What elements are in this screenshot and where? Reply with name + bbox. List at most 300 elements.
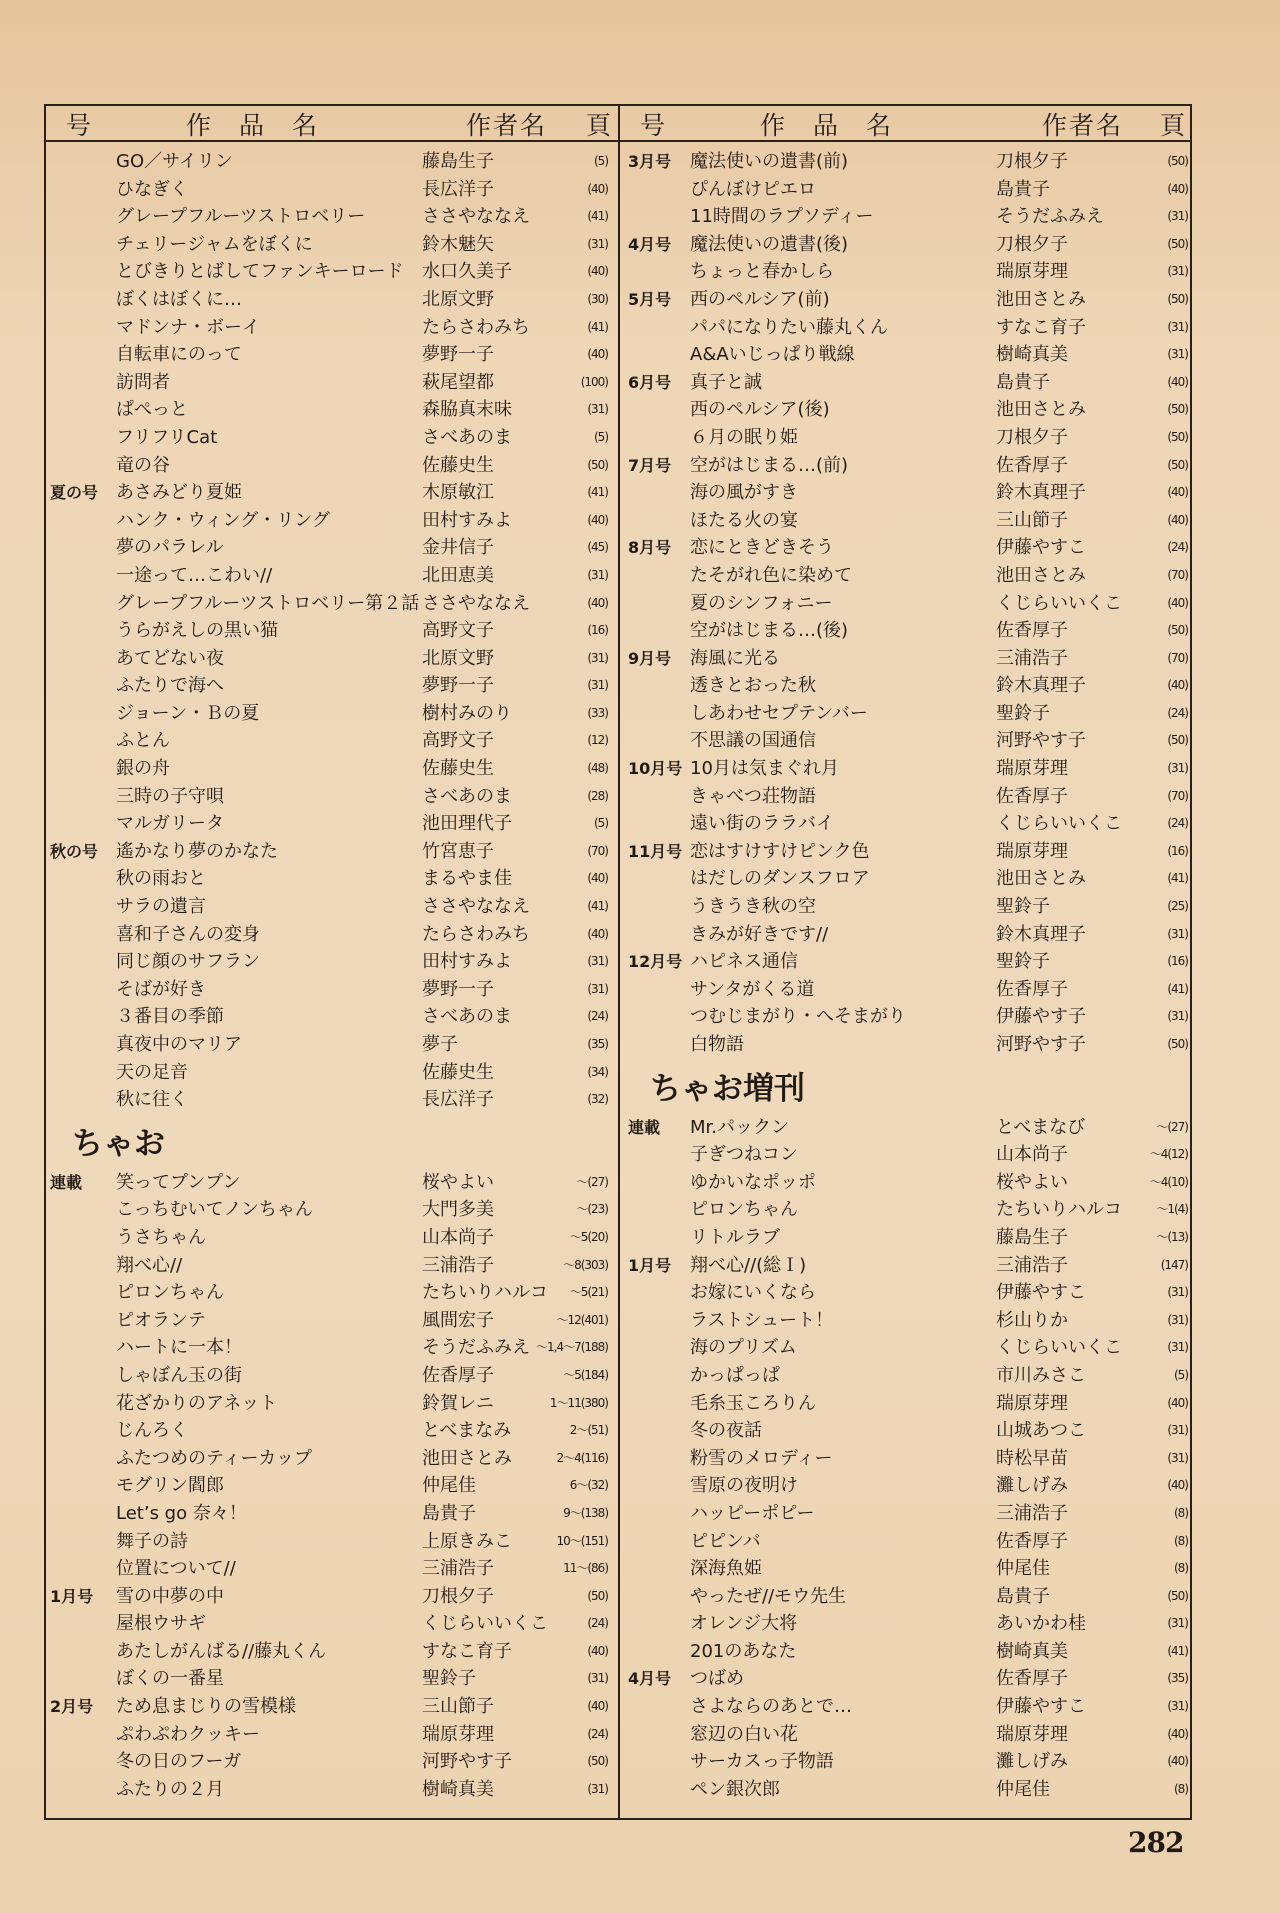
- author-name: たらさわみち: [422, 316, 530, 338]
- page-count: (40): [1167, 1726, 1188, 1741]
- list-item: [50, 838, 610, 866]
- author-name: 佐香厚子: [996, 620, 1068, 642]
- author-name: 刀根夕子: [996, 151, 1068, 172]
- page-count: (40): [1167, 1478, 1188, 1493]
- page-count: (35): [1167, 1671, 1188, 1686]
- author-name: 田村すみよ: [422, 509, 512, 531]
- author-name: 佐香厚子: [996, 1668, 1068, 1690]
- work-title: 真子と誠: [690, 371, 762, 393]
- page-count: (40): [1167, 485, 1188, 500]
- author-name: 長広洋子: [422, 1089, 494, 1111]
- author-name: 三浦浩子: [996, 647, 1068, 669]
- work-title: 雪の中夢の中: [116, 1585, 224, 1607]
- list-item: [50, 617, 610, 645]
- author-name: 佐香厚子: [996, 785, 1068, 807]
- page-count: 〜1(4): [1156, 1202, 1188, 1217]
- work-title: つむじまがり・へそまがり: [690, 1006, 906, 1028]
- author-name: 池田さとみ: [996, 564, 1086, 586]
- list-item: [50, 176, 610, 204]
- page-count: (31): [1167, 1340, 1188, 1355]
- list-item: [50, 1445, 610, 1473]
- author-name: とべまなび: [996, 1116, 1086, 1138]
- page-count: (41): [1167, 1643, 1188, 1658]
- page-count: (41): [587, 319, 608, 334]
- work-title: 深海魚姫: [690, 1558, 762, 1580]
- page-count: (5): [594, 816, 608, 831]
- work-title: 冬の夜話: [690, 1420, 762, 1442]
- list-item: [628, 645, 1188, 673]
- list-item: [50, 783, 610, 811]
- page-count: (8): [1174, 1561, 1188, 1576]
- list-item: [50, 976, 610, 1004]
- author-name: 金井信子: [422, 537, 494, 559]
- work-title: たそがれ色に染めて: [690, 564, 852, 586]
- list-item: [628, 452, 1188, 480]
- work-title: ラストシュート！: [690, 1309, 834, 1331]
- page-count: (16): [1167, 954, 1188, 969]
- author-name: 樹村みのり: [422, 702, 512, 724]
- issue-label: 12月号: [628, 952, 683, 972]
- author-name: ささやななえ: [422, 896, 530, 918]
- work-title: 夏のシンフォニー: [690, 592, 833, 614]
- work-title: ６月の眠り姫: [690, 426, 798, 448]
- list-item: [50, 1721, 610, 1749]
- issue-label: 8月号: [628, 538, 672, 558]
- list-item: [50, 396, 610, 424]
- list-item: [628, 1224, 1188, 1252]
- work-title: グレープフルーツストロベリー第２話: [116, 592, 420, 614]
- list-item: [50, 562, 610, 590]
- author-name: 仲尾佳: [422, 1475, 476, 1497]
- page-count: (31): [1167, 1616, 1188, 1631]
- author-name: 瑞原芽理: [422, 1723, 494, 1745]
- author-name: 三浦浩子: [422, 1558, 494, 1580]
- author-name: さべあのま: [422, 1006, 512, 1028]
- work-title: ふとん: [116, 730, 170, 752]
- author-name: 風間宏子: [422, 1309, 494, 1331]
- list-item: [628, 1307, 1188, 1335]
- author-name: たらさわみち: [422, 923, 530, 945]
- list-item: [50, 1555, 610, 1583]
- list-item: [50, 1748, 610, 1776]
- author-name: 池田さとみ: [996, 868, 1086, 890]
- author-name: 佐藤史生: [422, 1061, 494, 1083]
- page-count: (40): [1167, 181, 1188, 196]
- work-title: 魔法使いの遺書(前): [690, 151, 849, 172]
- work-title: サンタがくる道: [690, 978, 815, 1000]
- author-name: そうだふみえ: [996, 206, 1104, 228]
- work-title: ひなぎく: [116, 178, 188, 200]
- work-title: 銀の舟: [116, 758, 170, 780]
- list-item: [628, 231, 1188, 259]
- page-count: (31): [587, 954, 608, 969]
- work-title: あたしがんばる//藤丸くん: [116, 1640, 327, 1662]
- author-name: 灘しげみ: [996, 1751, 1068, 1773]
- work-title: きみが好きです//: [690, 923, 829, 945]
- work-title: うらがえしの黒い猫: [116, 620, 278, 642]
- work-title: Mr.パックン: [690, 1116, 789, 1138]
- author-name: 池田さとみ: [422, 1447, 512, 1469]
- work-title: ふたりで海へ: [116, 675, 224, 697]
- author-name: 佐香厚子: [996, 1530, 1068, 1552]
- author-name: 池田さとみ: [996, 399, 1086, 421]
- work-title: モグリン閻郎: [116, 1475, 224, 1497]
- page-count: (40): [1167, 374, 1188, 389]
- list-item: [50, 424, 610, 452]
- list-item: [628, 810, 1188, 838]
- page-count: (31): [587, 1671, 608, 1686]
- list-item: [628, 976, 1188, 1004]
- header-issue: 号: [640, 111, 668, 140]
- list-item: [628, 1114, 1188, 1142]
- page-count: (50): [587, 457, 608, 472]
- work-title: 喜和子さんの変身: [116, 923, 260, 945]
- page-count: (40): [587, 181, 608, 196]
- list-item: [50, 810, 610, 838]
- author-name: 三浦浩子: [996, 1254, 1068, 1276]
- list-item: [50, 148, 610, 176]
- author-name: 島貴子: [422, 1502, 476, 1524]
- author-name: 聖鈴子: [996, 896, 1050, 918]
- author-name: 高野文子: [422, 620, 494, 642]
- work-title: ハンク・ウィング・リング: [116, 509, 330, 531]
- author-name: 長広洋子: [422, 178, 494, 200]
- page-count: (24): [1167, 705, 1188, 720]
- work-title: 空がはじまる…(前): [690, 454, 849, 476]
- list-item: [50, 203, 610, 231]
- right-column: [628, 148, 1188, 1803]
- work-title: ちょっと春かしら: [690, 261, 834, 283]
- author-name: くじらいいくこ: [996, 813, 1122, 835]
- author-name: 瑞原芽理: [996, 1723, 1068, 1745]
- page-count: (5): [594, 154, 608, 168]
- list-item: [50, 1362, 610, 1390]
- list-item: [628, 727, 1188, 755]
- page-count: (31): [587, 567, 608, 582]
- author-name: 河野やす子: [996, 1034, 1086, 1055]
- work-title: 10月は気まぐれ月: [690, 758, 839, 780]
- work-title: 不思議の国通信: [690, 730, 816, 752]
- work-title: お嫁にいくなら: [690, 1282, 816, 1304]
- author-name: ささやななえ: [422, 206, 530, 228]
- page-count: (147): [1160, 1257, 1188, 1272]
- work-title: 毛糸玉ころりん: [690, 1392, 816, 1414]
- page-count: (24): [587, 1726, 608, 1741]
- header-author: 作者名: [466, 111, 548, 140]
- page-count: 〜12(401): [556, 1312, 608, 1327]
- list-item: [50, 727, 610, 755]
- list-item: [628, 1390, 1188, 1418]
- work-title: やったぜ//モウ先生: [690, 1585, 847, 1607]
- work-title: フリフリCat: [116, 426, 218, 448]
- list-item: [628, 672, 1188, 700]
- left-column: [50, 148, 610, 1803]
- work-title: ジョーン・Ｂの夏: [116, 702, 260, 724]
- work-title: しゃぼん玉の街: [116, 1364, 242, 1386]
- column-divider: [618, 104, 620, 1820]
- work-title: 花ざかりのアネット: [116, 1392, 278, 1414]
- author-name: 樹崎真美: [996, 344, 1068, 366]
- left-header: [46, 104, 618, 142]
- work-title: 魔法使いの遺書(後): [690, 233, 849, 255]
- page-count: (40): [587, 871, 608, 886]
- page-count: (24): [587, 1009, 608, 1024]
- author-name: 水口久美子: [422, 261, 512, 283]
- page-count: (31): [1167, 1699, 1188, 1714]
- work-title: ため息まじりの雪模様: [116, 1696, 296, 1718]
- page-count: (40): [587, 1643, 608, 1658]
- author-name: 山本尚子: [422, 1226, 494, 1248]
- issue-label: 11月号: [628, 841, 683, 861]
- work-title: 自転車にのって: [116, 344, 242, 366]
- author-name: 夢野一子: [422, 344, 494, 366]
- work-title: じんろく: [116, 1420, 188, 1442]
- author-name: 時松早苗: [996, 1447, 1068, 1469]
- work-title: 訪問者: [116, 371, 170, 393]
- list-item: [628, 1610, 1188, 1638]
- page-count: (31): [587, 650, 608, 665]
- author-name: 森脇真末味: [422, 399, 512, 421]
- page-count: (30): [587, 291, 608, 306]
- author-name: すなこ育子: [996, 316, 1086, 338]
- issue-label: 5月号: [628, 289, 672, 309]
- list-item: [50, 1031, 610, 1059]
- work-title: 位置について//: [116, 1558, 236, 1580]
- header-title: 作品名: [186, 111, 346, 140]
- work-title: 海の風がすき: [690, 482, 798, 504]
- author-name: 池田理代子: [422, 813, 512, 835]
- page-count: (40): [587, 926, 608, 941]
- work-title: ハッピーポピー: [690, 1502, 815, 1524]
- author-name: 鈴賀レニ: [422, 1392, 494, 1414]
- work-title: 舞子の詩: [116, 1530, 188, 1552]
- work-title: 海風に光る: [690, 647, 780, 669]
- list-item: [628, 1003, 1188, 1031]
- author-name: 河野やす子: [996, 730, 1086, 752]
- list-item: [628, 1169, 1188, 1197]
- page-count: (31): [587, 981, 608, 996]
- page-count: (24): [1167, 816, 1188, 831]
- author-name: 木原敏江: [422, 482, 494, 504]
- author-name: 高野文子: [422, 730, 494, 752]
- list-item: [50, 700, 610, 728]
- page-count: (31): [587, 1781, 608, 1796]
- list-item: [628, 286, 1188, 314]
- page-count: (50): [587, 1588, 608, 1603]
- list-item: [628, 1141, 1188, 1169]
- list-item: [50, 865, 610, 893]
- page-count: (40): [1167, 1754, 1188, 1769]
- page-count: 6〜(32): [569, 1478, 608, 1493]
- author-name: 鈴木真理子: [996, 923, 1086, 945]
- work-title: サーカスっ子物語: [690, 1751, 834, 1773]
- author-name: 夢野一子: [422, 978, 494, 1000]
- work-title: ペン銀次郎: [690, 1778, 780, 1800]
- page-count: 10〜(151): [556, 1533, 608, 1548]
- page-count: (31): [1167, 264, 1188, 279]
- author-name: 刀根夕子: [996, 233, 1068, 255]
- author-name: 伊藤やす子: [996, 1006, 1086, 1028]
- list-item: [628, 700, 1188, 728]
- page-count: (31): [587, 236, 608, 251]
- page-count: (50): [1167, 1588, 1188, 1603]
- page-count: (41): [587, 209, 608, 224]
- author-name: 池田さとみ: [996, 288, 1086, 310]
- list-item: [50, 314, 610, 342]
- list-item: [628, 203, 1188, 231]
- author-name: 夢野一子: [422, 675, 494, 697]
- author-name: 佐藤史生: [422, 758, 494, 780]
- issue-label: 6月号: [628, 372, 672, 392]
- page-count: 〜4(12): [1149, 1147, 1188, 1162]
- author-name: 聖鈴子: [996, 951, 1050, 973]
- author-name: くじらいいくこ: [996, 1337, 1122, 1359]
- work-title: つばめ: [690, 1668, 744, 1690]
- work-title: あてどない夜: [116, 647, 224, 669]
- page-count: (40): [587, 595, 608, 610]
- list-item: [628, 783, 1188, 811]
- author-name: 灘しげみ: [996, 1475, 1068, 1497]
- page-count: (40): [1167, 678, 1188, 693]
- work-title: そばが好き: [116, 978, 206, 1000]
- page-count: (40): [587, 512, 608, 527]
- work-title: ゆかいなポッポ: [690, 1171, 816, 1193]
- list-item: [628, 1334, 1188, 1362]
- author-name: ささやななえ: [422, 592, 530, 614]
- author-name: 山本尚子: [996, 1144, 1068, 1166]
- list-item: [50, 1500, 610, 1528]
- page-count: (40): [1167, 595, 1188, 610]
- page-count: (50): [1167, 457, 1188, 472]
- author-name: 三浦浩子: [996, 1502, 1068, 1524]
- list-item: [50, 755, 610, 783]
- list-item: [628, 369, 1188, 397]
- page-count: (50): [587, 1754, 608, 1769]
- issue-label: 4月号: [628, 1669, 672, 1689]
- work-title: ピロンちゃん: [690, 1199, 798, 1221]
- author-name: 三山節子: [996, 509, 1068, 531]
- issue-label: 9月号: [628, 648, 672, 668]
- work-title: 三時の子守唄: [116, 785, 224, 807]
- work-title: サラの遺言: [116, 896, 206, 918]
- work-title: ピピンバ: [690, 1530, 761, 1552]
- section-label: ちゃお: [72, 1125, 165, 1162]
- page-count: 〜(27): [576, 1174, 608, 1189]
- work-title: 遠い街のララバイ: [690, 813, 834, 835]
- list-item: [628, 314, 1188, 342]
- page-count: (16): [587, 623, 608, 638]
- work-title: ぱぺっと: [116, 399, 188, 421]
- page-count: (40): [1167, 1395, 1188, 1410]
- list-item: [628, 948, 1188, 976]
- author-name: 佐香厚子: [996, 454, 1068, 476]
- list-item: [628, 562, 1188, 590]
- list-item: [628, 341, 1188, 369]
- work-title: とびきりとばしてファンキーロード: [116, 261, 404, 283]
- list-item: [628, 838, 1188, 866]
- work-title: あさみどり夏姫: [116, 482, 242, 504]
- page-count: (50): [1167, 623, 1188, 638]
- page-count: (31): [1167, 347, 1188, 362]
- list-item: [50, 1638, 610, 1666]
- issue-label: 2月号: [50, 1697, 94, 1717]
- author-name: 島貴子: [996, 1585, 1050, 1607]
- author-name: 伊藤やすこ: [996, 537, 1086, 559]
- work-title: 201のあなた: [690, 1640, 797, 1662]
- list-item: [50, 341, 610, 369]
- page-count: (31): [1167, 1312, 1188, 1327]
- list-item: [628, 176, 1188, 204]
- page-count: (40): [587, 264, 608, 279]
- list-item: [50, 921, 610, 949]
- issue-label: 1月号: [628, 1255, 672, 1275]
- author-name: 佐香厚子: [996, 978, 1068, 1000]
- page-count: (40): [587, 347, 608, 362]
- header-title: 作品名: [760, 111, 920, 140]
- page-count: (33): [587, 705, 608, 720]
- list-item: [50, 1307, 610, 1335]
- author-name: 瑞原芽理: [996, 261, 1068, 283]
- list-item: [50, 1583, 610, 1611]
- page-count: (31): [587, 402, 608, 417]
- work-title: きゃべつ荘物語: [690, 785, 816, 807]
- issue-label: 10月号: [628, 759, 683, 779]
- work-title: 翔べ心//(総Ｉ): [690, 1254, 807, 1276]
- list-item: [50, 1196, 610, 1224]
- page-count: (50): [1167, 733, 1188, 748]
- header-issue: 号: [66, 111, 94, 140]
- work-title: 真夜中のマリア: [116, 1034, 242, 1055]
- author-name: 鈴木真理子: [996, 482, 1086, 504]
- page-count: (32): [587, 1092, 608, 1107]
- page-count: (31): [1167, 1450, 1188, 1465]
- work-title: 一途って…こわい//: [116, 564, 273, 586]
- list-item: [628, 1196, 1188, 1224]
- list-item: [50, 479, 610, 507]
- list-item: [50, 452, 610, 480]
- author-name: 仲尾佳: [996, 1778, 1050, 1800]
- issue-label: 3月号: [628, 152, 672, 171]
- work-title: 秋の雨おと: [116, 868, 206, 890]
- page-count: (45): [587, 540, 608, 555]
- page-count: (50): [1167, 154, 1188, 168]
- work-title: 屋根ウサギ: [116, 1613, 206, 1635]
- list-item: [628, 396, 1188, 424]
- work-title: 11時間のラプソディー: [690, 206, 874, 228]
- work-title: マドンナ・ボーイ: [116, 316, 260, 338]
- list-item: [50, 286, 610, 314]
- list-item: [50, 369, 610, 397]
- work-title: 竜の谷: [116, 454, 170, 476]
- list-item: [628, 1252, 1188, 1280]
- list-item: [50, 1472, 610, 1500]
- page-count: (31): [587, 678, 608, 693]
- page-count: (35): [587, 1037, 608, 1051]
- work-title: グレープフルーツストロベリー: [116, 206, 366, 228]
- work-title: ぴんぼけピエロ: [690, 178, 816, 200]
- page-count: (48): [587, 761, 608, 776]
- work-title: 冬の日のフーガ: [116, 1751, 242, 1773]
- author-name: 聖鈴子: [422, 1668, 476, 1690]
- work-title: ぷわぷわクッキー: [116, 1723, 260, 1745]
- page-count: (41): [1167, 871, 1188, 886]
- author-name: 鈴木魅矢: [422, 233, 494, 255]
- author-name: 聖鈴子: [996, 702, 1050, 724]
- author-name: 藤島生子: [996, 1226, 1068, 1248]
- list-item: [50, 1252, 610, 1280]
- list-item: [50, 1776, 610, 1804]
- header-page: 頁: [1160, 111, 1188, 140]
